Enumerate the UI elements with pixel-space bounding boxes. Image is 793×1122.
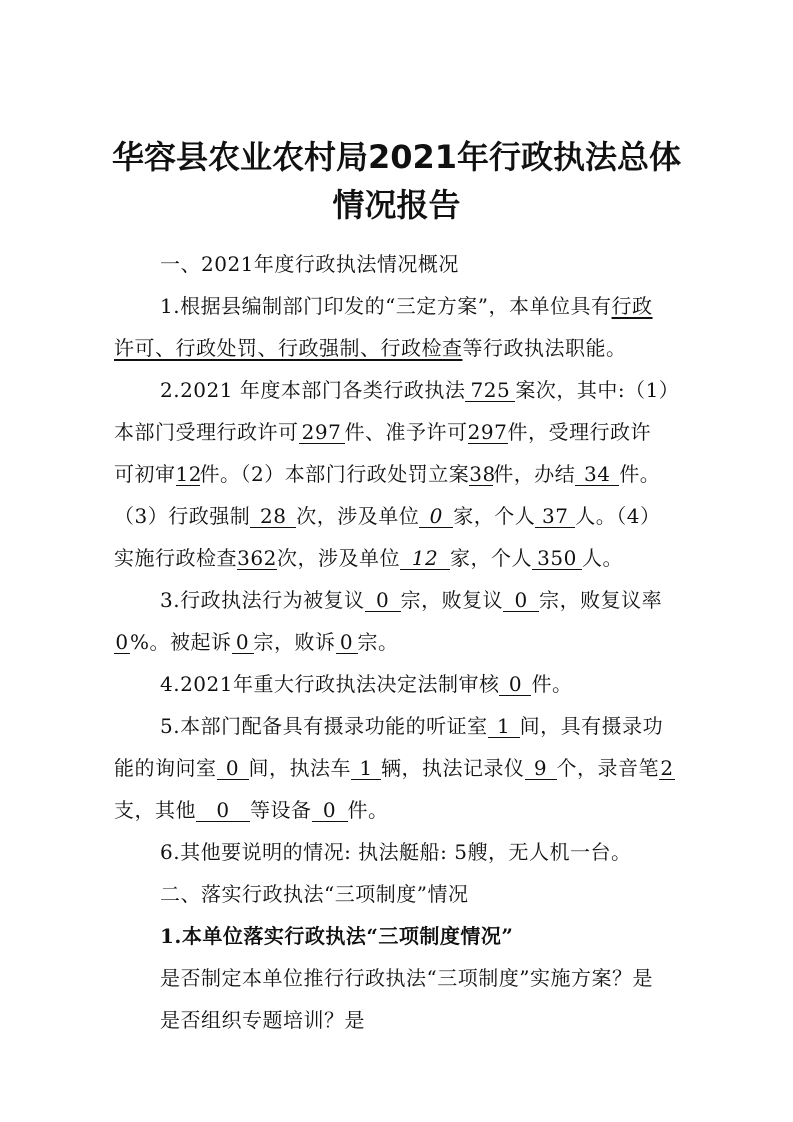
paragraph-1-line1: 1.根据县编制部门印发的“三定方案”，本单位具有行政 bbox=[160, 294, 653, 318]
hearing-rooms-value: 1 bbox=[488, 715, 520, 738]
inspection-count-value: 362 bbox=[237, 546, 277, 570]
paragraph-2-line3: 可初审12件。（2）本部门行政处罚立案38件，办结 34 件。 bbox=[114, 462, 661, 486]
paragraph-2-line5: 实施行政检查362次，涉及单位 12 家，个人 350 人。 bbox=[114, 546, 623, 570]
paragraph-5-line3: 支，其他 0 等设备 0 件。 bbox=[114, 798, 389, 822]
paragraph-2-line4: （3）行政强制 28 次，涉及单位 0 家，个人 37 人。（4） bbox=[114, 504, 661, 528]
reviewed-value: 0 bbox=[365, 589, 401, 612]
total-cases-value: 725 bbox=[465, 379, 515, 402]
equipment-total-value: 0 bbox=[312, 799, 348, 822]
inquiry-rooms-value: 0 bbox=[217, 757, 249, 780]
suit-lost-value: 0 bbox=[336, 631, 358, 654]
review-lost-value: 0 bbox=[503, 589, 539, 612]
coercion-persons-value: 37 bbox=[535, 505, 575, 528]
coercion-units-value: 0 bbox=[419, 505, 453, 528]
paragraph-3-line2: 0%。被起诉 0 宗，败诉 0 宗。 bbox=[115, 630, 399, 654]
penalty-closed-value: 34 bbox=[575, 463, 619, 486]
paragraph-2-line1: 2.2021 年度本部门各类行政执法 725 案次，其中:（1） bbox=[160, 378, 680, 402]
legal-review-value: 0 bbox=[499, 673, 531, 696]
paragraph-3-line1: 3.行政执法行为被复议 0 宗，败复议 0 宗，败复议率 bbox=[160, 588, 663, 612]
document-title-line1: 华容县农业农村局2021年行政执法总体 bbox=[111, 138, 682, 176]
paragraph-5-line2: 能的询问室 0 间，执法车 1 辆，执法记录仪 9 个，录音笔2 bbox=[114, 756, 674, 780]
question-training: 是否组织专题培训？是 bbox=[160, 1008, 365, 1032]
question-plan: 是否制定本单位推行行政执法“三项制度”实施方案？是 bbox=[160, 966, 653, 990]
paragraph-6: 6.其他要说明的情况: 执法艇船: 5艘，无人机一台。 bbox=[160, 840, 632, 864]
vehicles-value: 1 bbox=[351, 757, 381, 780]
coercion-count-value: 28 bbox=[250, 505, 296, 528]
preliminary-review-value: 12 bbox=[175, 462, 202, 486]
section1-heading: 一、2021年度行政执法情况概况 bbox=[160, 252, 459, 276]
accepted-license-value: 297 bbox=[299, 421, 345, 444]
paragraph-5-line1: 5.本部门配备具有摄录功能的听证室 1 间，具有摄录功 bbox=[160, 714, 664, 738]
other-equipment-value: 0 bbox=[196, 799, 250, 822]
recording-pens-value: 2 bbox=[660, 756, 674, 780]
paragraph-2-line2: 本部门受理行政许可 297 件、准予许可297件，受理行政许 bbox=[114, 420, 651, 444]
section2-subheading: 1.本单位落实行政执法“三项制度情况” bbox=[160, 924, 514, 948]
document-title-line2: 情况报告 bbox=[332, 186, 461, 224]
recorders-value: 9 bbox=[525, 757, 557, 780]
inspection-units-value: 12 bbox=[400, 547, 450, 570]
paragraph-1-line2: 许可、行政处罚、行政强制、行政检查等行政执法职能。 bbox=[114, 336, 627, 360]
penalty-filed-value: 38 bbox=[469, 462, 496, 486]
review-rate-value: 0 bbox=[115, 630, 129, 654]
granted-license-value: 297 bbox=[467, 420, 508, 444]
paragraph-4: 4.2021年重大行政执法决定法制审核 0 件。 bbox=[160, 672, 573, 696]
section2-heading: 二、落实行政执法“三项制度”情况 bbox=[160, 882, 469, 906]
inspection-persons-value: 350 bbox=[532, 547, 582, 570]
sued-value: 0 bbox=[232, 631, 254, 654]
